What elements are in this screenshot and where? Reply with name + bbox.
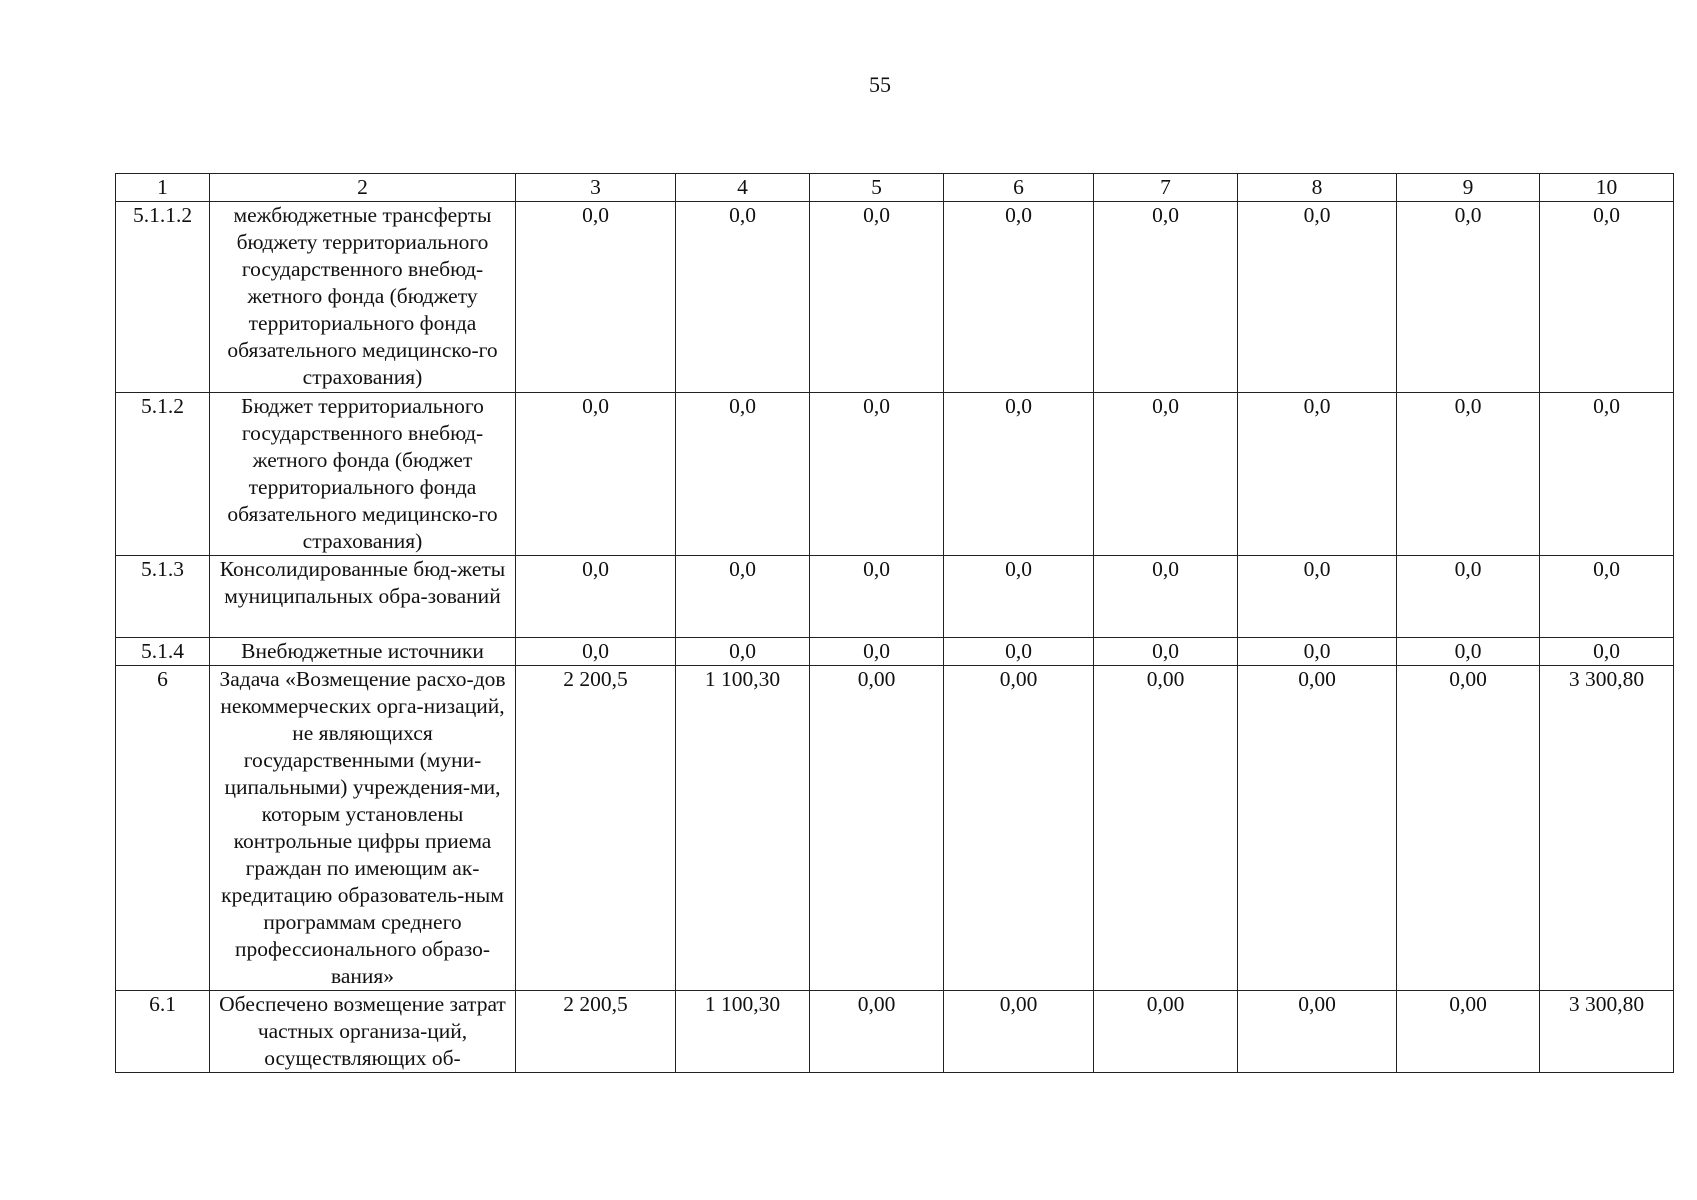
value-cell: 0,00 — [1238, 991, 1397, 1073]
value-cell: 1 100,30 — [676, 666, 810, 991]
value-cell: 3 300,80 — [1540, 666, 1674, 991]
header-cell: 10 — [1540, 174, 1674, 202]
table-row — [116, 556, 1674, 638]
table-row — [116, 666, 1674, 991]
row-code: 6 — [116, 666, 210, 991]
value-cell: 0,0 — [1238, 638, 1397, 666]
value-cell: 0,0 — [676, 638, 810, 666]
value-cell: 0,0 — [1238, 202, 1397, 393]
row-description: Обеспечено возмещение затрат частных организа-ций, осуществляющих об- — [210, 991, 516, 1073]
header-cell: 9 — [1397, 174, 1540, 202]
value-cell: 0,0 — [1094, 638, 1238, 666]
value-cell: 0,0 — [516, 638, 676, 666]
value-cell: 0,00 — [1238, 666, 1397, 991]
value-cell: 0,0 — [810, 393, 944, 556]
value-cell: 3 300,80 — [1540, 991, 1674, 1073]
value-cell: 0,0 — [944, 202, 1094, 393]
header-cell: 6 — [944, 174, 1094, 202]
page-number: 55 — [869, 72, 891, 97]
value-cell: 0,00 — [810, 666, 944, 991]
table-row — [116, 991, 1674, 1073]
row-description: межбюджетные трансферты бюджету территориального государственного внебюд-жетного фонда (бюджету территориального фонда обязательного медицинско-го страхования) — [210, 202, 516, 393]
value-cell: 2 200,5 — [516, 666, 676, 991]
header-cell: 1 — [116, 174, 210, 202]
value-cell: 0,0 — [1397, 393, 1540, 556]
row-description: Внебюджетные источники — [210, 638, 516, 666]
header-cell: 3 — [516, 174, 676, 202]
value-cell: 0,0 — [1540, 202, 1674, 393]
value-cell: 0,0 — [1397, 638, 1540, 666]
value-cell: 0,00 — [1397, 991, 1540, 1073]
table-row — [116, 393, 1674, 556]
value-cell: 0,00 — [1094, 666, 1238, 991]
row-code: 6.1 — [116, 991, 210, 1073]
row-code: 5.1.1.2 — [116, 202, 210, 393]
value-cell: 0,0 — [810, 202, 944, 393]
value-cell: 0,0 — [1094, 202, 1238, 393]
header-cell: 4 — [676, 174, 810, 202]
value-cell: 0,0 — [516, 556, 676, 638]
value-cell: 0,0 — [516, 202, 676, 393]
value-cell: 0,0 — [676, 202, 810, 393]
value-cell: 0,0 — [1094, 393, 1238, 556]
value-cell: 0,0 — [676, 556, 810, 638]
header-cell: 7 — [1094, 174, 1238, 202]
value-cell: 0,0 — [1094, 556, 1238, 638]
table-row — [116, 638, 1674, 666]
row-description: Консолидированные бюд-жеты муниципальных обра-зований — [210, 556, 516, 638]
row-description: Задача «Возмещение расхо-дов некоммерческих орга-низаций, не являющихся государственными (муни-ципальными) учреждения-ми, которым установлены контрольные цифры приема граждан по имеющим ак-кредитацию образователь-ным программам среднего профессионального образо-вания» — [210, 666, 516, 991]
row-code: 5.1.2 — [116, 393, 210, 556]
value-cell: 0,0 — [1238, 393, 1397, 556]
value-cell: 0,0 — [1540, 393, 1674, 556]
row-description: Бюджет территориального государственного внебюд-жетного фонда (бюджет территориального фонда обязательного медицинско-го страхования) — [210, 393, 516, 556]
value-cell: 0,0 — [1540, 556, 1674, 638]
value-cell: 1 100,30 — [676, 991, 810, 1073]
header-row — [116, 174, 1674, 202]
value-cell: 0,00 — [944, 666, 1094, 991]
budget-table — [115, 173, 1674, 1073]
value-cell: 0,0 — [1397, 556, 1540, 638]
value-cell: 0,0 — [810, 638, 944, 666]
value-cell: 0,00 — [810, 991, 944, 1073]
value-cell: 0,00 — [944, 991, 1094, 1073]
value-cell: 0,00 — [1397, 666, 1540, 991]
value-cell: 2 200,5 — [516, 991, 676, 1073]
value-cell: 0,0 — [1540, 638, 1674, 666]
value-cell: 0,0 — [1397, 202, 1540, 393]
header-cell: 2 — [210, 174, 516, 202]
value-cell: 0,0 — [1238, 556, 1397, 638]
value-cell: 0,00 — [1094, 991, 1238, 1073]
header-cell: 5 — [810, 174, 944, 202]
value-cell: 0,0 — [944, 393, 1094, 556]
value-cell: 0,0 — [944, 556, 1094, 638]
header-cell: 8 — [1238, 174, 1397, 202]
value-cell: 0,0 — [944, 638, 1094, 666]
value-cell: 0,0 — [676, 393, 810, 556]
table-row — [116, 202, 1674, 393]
row-code: 5.1.3 — [116, 556, 210, 638]
row-code: 5.1.4 — [116, 638, 210, 666]
value-cell: 0,0 — [516, 393, 676, 556]
value-cell: 0,0 — [810, 556, 944, 638]
